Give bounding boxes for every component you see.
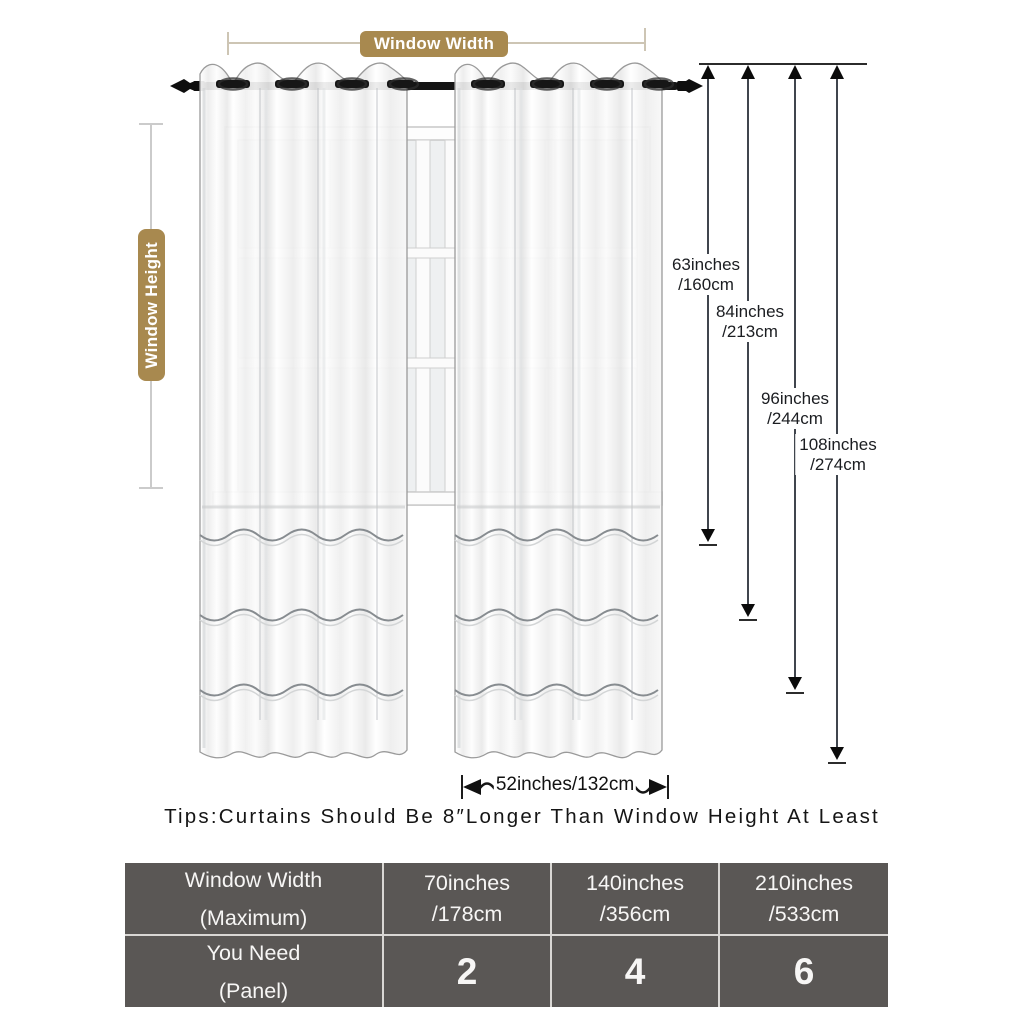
length-cm: /160cm (678, 274, 734, 294)
length-label-84in (712, 301, 788, 342)
window-height-badge-label: Window Height (141, 241, 161, 369)
tips-text: Tips:Curtains Should Be 8″Longer Than Window Height At Least (164, 805, 880, 828)
table-cell-panels-6 (720, 936, 888, 1007)
panels-count: 2 (456, 950, 478, 992)
width-cm: /178cm (431, 902, 503, 926)
table-cell-panels-2 (384, 936, 550, 1007)
window-width-badge: Window Width (360, 31, 508, 57)
table-header-window-width (125, 863, 382, 934)
table-cell-panels-4 (552, 936, 718, 1007)
width-inches: 70inches (423, 871, 511, 895)
length-label-108in (795, 434, 881, 475)
panel-width-label: 52inches/132cm (495, 774, 635, 795)
finial-left (170, 79, 195, 93)
header-line1: You Need (206, 940, 301, 965)
table-cell-width-210 (720, 863, 888, 934)
length-label-96in (757, 388, 833, 429)
curtain-panel-right (455, 63, 673, 758)
length-inches: 108inches (799, 435, 877, 454)
length-inches: 96inches (760, 389, 830, 408)
width-cm: /533cm (768, 902, 840, 926)
table-cell-width-140 (552, 863, 718, 934)
header-line2: (Maximum) (199, 905, 308, 930)
width-cm: /356cm (599, 902, 671, 926)
length-label-63in (668, 254, 744, 295)
length-inches: 84inches (715, 302, 785, 321)
width-inches: 210inches (754, 871, 854, 895)
length-cm: /244cm (767, 408, 823, 428)
length-cm: /213cm (722, 321, 778, 341)
window-height-badge (138, 229, 165, 381)
panels-count: 6 (793, 950, 815, 992)
panels-count: 4 (624, 950, 646, 992)
size-table (125, 863, 888, 1007)
table-header-you-need (125, 936, 382, 1007)
width-inches: 140inches (585, 871, 685, 895)
table-cell-width-70 (384, 863, 550, 934)
curtain-panel-left (200, 63, 418, 758)
header-line1: Window Width (184, 867, 323, 892)
length-cm: /274cm (810, 454, 866, 474)
header-line2: (Panel) (218, 978, 289, 1003)
length-inches: 63inches (671, 255, 741, 274)
